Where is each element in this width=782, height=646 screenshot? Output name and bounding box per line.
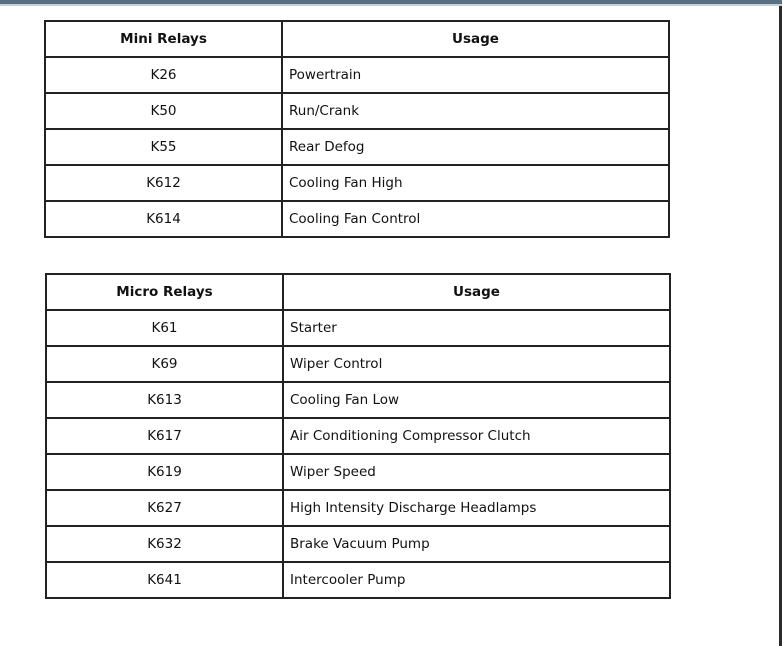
table-row xyxy=(46,454,670,490)
relay-usage-cell: Run/Crank xyxy=(282,93,669,129)
relay-usage-cell: Rear Defog xyxy=(282,129,669,165)
window-top-bar-shadow xyxy=(0,4,782,6)
relay-usage-cell: Wiper Control xyxy=(283,346,670,382)
relay-usage-cell: Starter xyxy=(283,310,670,346)
relay-id-cell: K632 xyxy=(46,526,283,562)
relay-usage-cell: Cooling Fan Control xyxy=(282,201,669,237)
column-header-relay: Micro Relays xyxy=(46,274,283,310)
relay-usage-cell: Wiper Speed xyxy=(283,454,670,490)
relay-usage-cell: Intercooler Pump xyxy=(283,562,670,598)
table-row xyxy=(45,93,669,129)
relay-usage-cell: Brake Vacuum Pump xyxy=(283,526,670,562)
table-row xyxy=(45,165,669,201)
table-row xyxy=(46,382,670,418)
mini-relays-table xyxy=(44,20,670,238)
relay-id-cell: K612 xyxy=(45,165,282,201)
relay-id-cell: K50 xyxy=(45,93,282,129)
relay-usage-cell: Powertrain xyxy=(282,57,669,93)
table-row xyxy=(45,201,669,237)
relay-id-cell: K627 xyxy=(46,490,283,526)
relay-id-cell: K61 xyxy=(46,310,283,346)
relay-usage-cell: Air Conditioning Compressor Clutch xyxy=(283,418,670,454)
micro-relays-table xyxy=(45,273,671,599)
table-header-row xyxy=(45,21,669,57)
table-row xyxy=(46,562,670,598)
relay-id-cell: K619 xyxy=(46,454,283,490)
relay-usage-cell: Cooling Fan High xyxy=(282,165,669,201)
table-row xyxy=(45,129,669,165)
relay-id-cell: K613 xyxy=(46,382,283,418)
table-row xyxy=(46,490,670,526)
relay-usage-cell: High Intensity Discharge Headlamps xyxy=(283,490,670,526)
table-row xyxy=(46,418,670,454)
column-header-usage: Usage xyxy=(283,274,670,310)
table-row xyxy=(46,526,670,562)
relay-id-cell: K69 xyxy=(46,346,283,382)
table-row xyxy=(45,57,669,93)
table-row xyxy=(46,346,670,382)
relay-usage-cell: Cooling Fan Low xyxy=(283,382,670,418)
table-header-row xyxy=(46,274,670,310)
table-row xyxy=(46,310,670,346)
relay-id-cell: K617 xyxy=(46,418,283,454)
column-header-usage: Usage xyxy=(282,21,669,57)
column-header-relay: Mini Relays xyxy=(45,21,282,57)
relay-id-cell: K55 xyxy=(45,129,282,165)
relay-id-cell: K26 xyxy=(45,57,282,93)
relay-id-cell: K614 xyxy=(45,201,282,237)
relay-id-cell: K641 xyxy=(46,562,283,598)
